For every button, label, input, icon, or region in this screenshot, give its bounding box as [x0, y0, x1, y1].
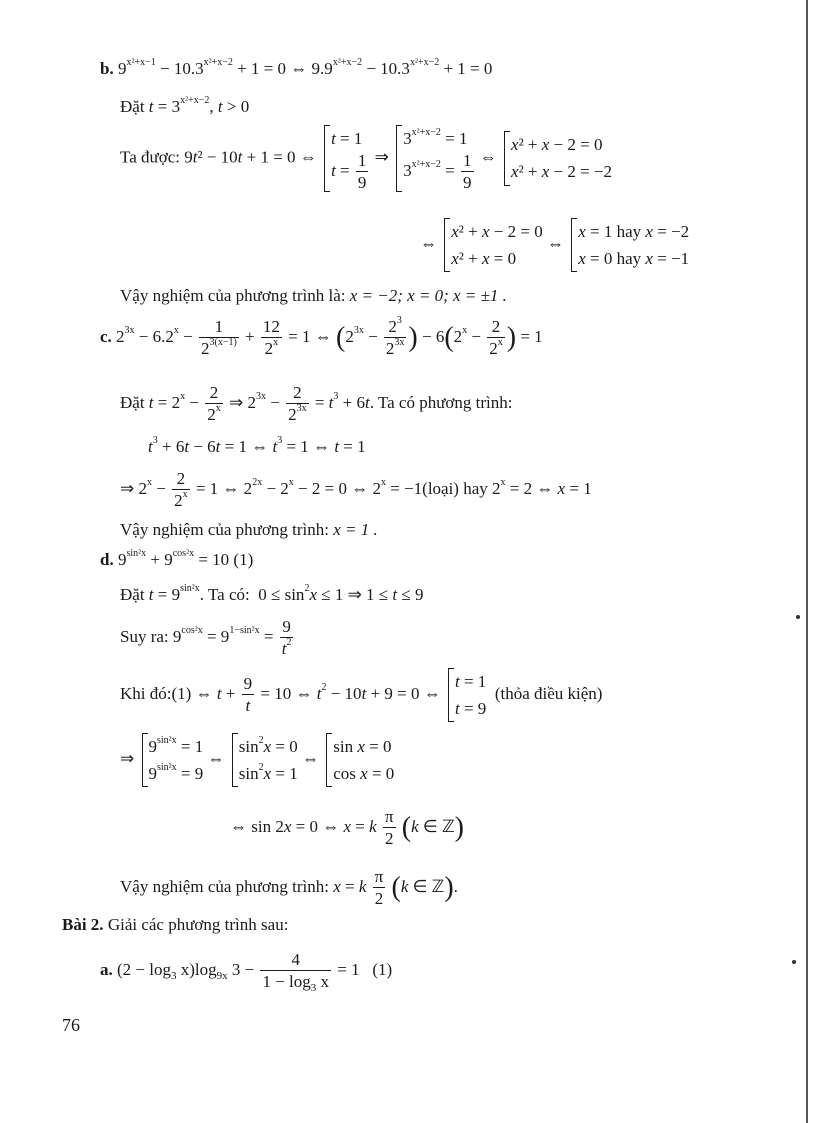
conclusion-math: x = 1 . [333, 520, 378, 539]
exercise-2a-equation: a. $(2 - \log_3 x)\log_{9x}$ 3 − $\frac{4}{1 - \log_3 x}$ = 1 (1) [100, 950, 393, 994]
part-a-label: a. [100, 959, 113, 979]
part-d-sin2x: ⇔ sin 2x = 0 ⇔ x = k $\frac{\pi}{2}$ (k ∈ ℤ) [230, 807, 464, 848]
page-edge-line [806, 0, 808, 1123]
part-b-system-1: Ta được: 9t² − 10t + 1 = 0 ⇔ t = 1 t = $\frac{1}{9}$ ⇒ $3^{x^2+x-2} = 1$ $3^{x^2+x-2}$ = $\frac{1}{9}$ ⇔ x² + x − 2 = 0 x² + x − 2 = −2 [120, 127, 613, 193]
ta-co-text: . Ta có phương trình: [369, 392, 513, 412]
part-d-suy-ra: Suy ra: $9^{cos^2x} = 9^{1-sin^2x}$ = $\frac{9}{t^2}$ [120, 617, 292, 658]
part-d-equation: d. $9^{sin^2x} + 9^{cos^2x} = 10$ (1) [100, 548, 254, 569]
exercise-2-title: Giải các phương trình sau: [107, 915, 289, 934]
ta-duoc-label: Ta được: [120, 147, 180, 167]
part-d-conclusion: Vậy nghiệm của phương trình: x = k $\frac{\pi}{2}$ (k ∈ ℤ). [120, 867, 458, 908]
part-d-system: ⇒ $9^{sin^2x} = 1$ $9^{sin^2x} = 9$ ⇔ $\sin^2x = 0$ $\sin^2x = 1$ ⇔ sin x = 0 cos x = 0 [120, 733, 394, 787]
part-d-substitution: Đặt $t = 9^{sin^2x}$. Ta có: $0 \le \sin^2x \le 1$ ⇒ 1 ≤ t ≤ 9 [120, 583, 424, 604]
part-b-substitution: Đặt $t = 3^{x^2+x-2}$, t > 0 [120, 95, 250, 116]
part-b-conclusion [120, 287, 507, 304]
conclusion-text: Vậy nghiệm của phương trình: [120, 876, 329, 896]
equation-tag: (1) [233, 550, 254, 569]
scan-dot [792, 960, 796, 964]
conclusion-math: x = −2; x = 0; x = ±1 . [349, 286, 507, 305]
hay-word: hay [463, 478, 488, 498]
part-d-khi-do: Khi đó:(1) ⇔ t + $\frac{9}{t}$ = 10 ⇔ $t^2 - 10t + 9 = 0$ ⇔ t = 1 t = 9 (thỏa điều kiện) [120, 668, 602, 722]
part-c-label: c. [100, 326, 112, 346]
part-b-equation: b. $9^{x^2+x-1} - 10.3^{x^2+x-2} + 1 = 0$ ⇔ $9.9^{x^2+x-2} - 10.3^{x^2+x-2} + 1 = 0$ [100, 57, 493, 78]
part-b-system-2: ⇔ x² + x − 2 = 0 x² + x = 0 ⇔ x = 1 hay x = −2 x = 0 hay x = −1 [420, 218, 689, 272]
page-number: 76 [62, 1015, 80, 1035]
dat-label: Đặt [120, 97, 145, 116]
part-c-conclusion [120, 521, 378, 538]
loai-text: (loại) [422, 478, 459, 498]
conclusion-text: Vậy nghiệm của phương trình: [120, 520, 329, 539]
equation-tag: (1) [372, 959, 393, 979]
exercise-2-label: Bài 2. [62, 915, 104, 934]
part-b-label: b. [100, 59, 114, 78]
ta-co-text: . Ta có: [199, 585, 250, 604]
exercise-2-heading [62, 916, 288, 933]
hay-word: hay [616, 222, 642, 241]
part-c-substitution: Đặt $t = 2^x$ − $\frac{2}{2^x}$ ⇒ $2^{3x}$ − $\frac{2}{2^{3x}}$ = $t^3 + 6t$. Ta có phương trình: [120, 383, 513, 424]
part-c-solve: ⇒ $2^x$ − $\frac{2}{2^x}$ = 1 ⇔ $2^{2x} - 2^x - 2 = 0$ ⇔ $2^x$ = −1(loại) hay $2^x = 2$ ⇔ x = 1 [120, 469, 592, 510]
khi-do-label: Khi đó: [120, 684, 172, 704]
dat-label: Đặt [120, 392, 145, 412]
part-d-label: d. [100, 550, 114, 569]
part-c-equation: c. $2^{3x} - 6.2^x$ − $\frac{1}{2^{3(x-1)}}$ + $\frac{12}{2^x}$ = 1 ⇔ ($2^{3x}$ − $\frac{2^3}{2^{3x}}$ ) − $6(2^x$ − $\frac{2}{2^x}$ ) = 1 [100, 315, 543, 358]
suy-ra-label: Suy ra: [120, 626, 169, 646]
scan-dot [796, 615, 800, 619]
hay-word: hay [616, 249, 642, 269]
part-c-cubic: $t^3 + 6t - 6t = 1$ ⇔ $t^3 = 1$ ⇔ t = 1 [148, 435, 366, 456]
thoa-text: (thỏa điều kiện) [494, 684, 603, 704]
dat-label: Đặt [120, 585, 145, 604]
conclusion-text: Vậy nghiệm của phương trình là: [120, 286, 346, 305]
